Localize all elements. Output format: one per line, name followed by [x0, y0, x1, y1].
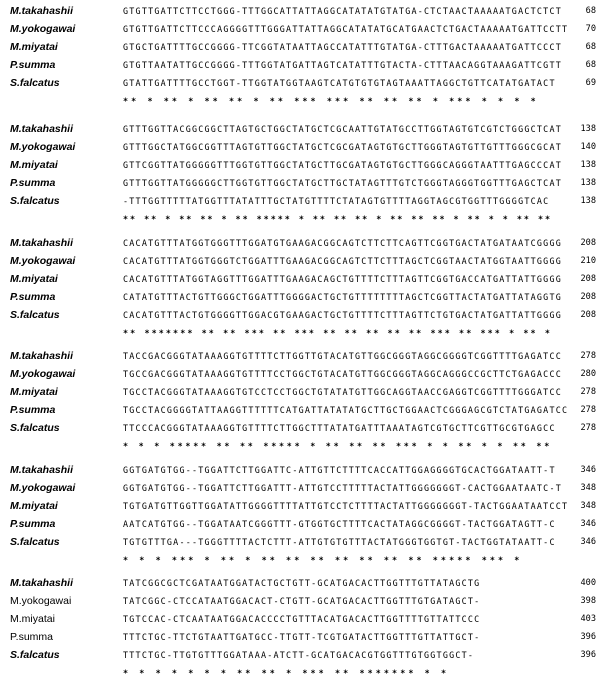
- sequence-text: GTATTGATTTTGCCTGGT-TTGGTATGGTAAGTCATGTGTGTAGTAAATTAGGCTGTTCATATGATACT: [123, 78, 556, 88]
- position-number: 208: [580, 310, 596, 320]
- species-name: P.summa: [10, 631, 53, 643]
- position-number: 68: [585, 42, 596, 52]
- consensus-stars: ** ******* ** ** *** ** *** ** ** ** ** ** *** ** *** * ** *: [123, 328, 553, 338]
- alignment-block: [0, 123, 604, 231]
- consensus-row: [0, 440, 604, 453]
- sequence-text: TTCCCACGGGTATAAAGGTGTTTTCTTGGCTTTATATGATTTAAATAGTCGTGCTTCGTTGCGTGAGCC: [123, 423, 556, 433]
- position-number: 346: [580, 465, 596, 475]
- position-number: 69: [585, 78, 596, 88]
- position-number: 68: [585, 6, 596, 16]
- sequence-text: TGTCCAC-CTCAATAATGGACACCCCTGTTTACATGACACTTGGTTTTGTTATTCCC: [123, 614, 481, 624]
- species-name: M.takahashii: [10, 350, 74, 362]
- species-name: P.summa: [10, 59, 56, 71]
- sequence-text: CATATGTTTACTGTTGGGCTGGATTTGGGGACTGCTGTTTTTTTTAGCTCGGTTACTATGATTATAGGTG: [123, 292, 562, 302]
- consensus-stars: ** * ** * ** ** * ** *** *** ** ** ** * *** * * * *: [123, 96, 539, 106]
- species-name: P.summa: [10, 518, 56, 530]
- sequence-text: GTTTGGCTATGGCGGTTTAGTGTTGGCTATGCTCGCGATAGTGTGCTTGGGTAGTGTTGTTTGGGCGCAT: [123, 142, 562, 152]
- position-number: 278: [580, 387, 596, 397]
- sequence-row: [0, 23, 604, 36]
- position-number: 278: [580, 351, 596, 361]
- sequence-text: TATCGGCGCTCGATAATGGATACTGCTGTT-GCATGACACTTGGTTTGTTATAGCTG: [123, 578, 481, 588]
- species-name: S.falcatus: [10, 309, 60, 321]
- position-number: 403: [580, 614, 596, 624]
- sequence-row: [0, 386, 604, 399]
- position-number: 346: [580, 519, 596, 529]
- sequence-text: TTTCTGC-TTCTGTAATTGATGCC-TTGTT-TCGTGATACTTGGTTTGTTATTGCT-: [123, 632, 481, 642]
- alignment-block: [0, 237, 604, 345]
- sequence-row: [0, 309, 604, 322]
- consensus-stars: * * * ***** ** ** ***** * ** ** ** *** * * ** * * ** **: [123, 441, 553, 451]
- sequence-row: [0, 631, 604, 644]
- species-name: P.summa: [10, 404, 56, 416]
- species-name: S.falcatus: [10, 195, 60, 207]
- species-name: M.miyatai: [10, 41, 58, 53]
- sequence-text: CACATGTTTACTGTGGGGTTGGACGTGAAGACTGCTGTTTTCTTTAGTTCTGTGACTATGATTATTGGGG: [123, 310, 562, 320]
- species-name: S.falcatus: [10, 649, 60, 661]
- sequence-row: [0, 195, 604, 208]
- position-number: 278: [580, 423, 596, 433]
- position-number: 348: [580, 483, 596, 493]
- sequence-row: [0, 255, 604, 268]
- sequence-row: [0, 273, 604, 286]
- position-number: 70: [585, 24, 596, 34]
- consensus-stars: * * * *** * ** * ** ** ** ** ** ** ** ***** *** *: [123, 555, 523, 565]
- species-name: M.yokogawai: [10, 255, 76, 267]
- consensus-row: [0, 95, 604, 108]
- sequence-text: GTTCGGTTATGGGGGTTTGGTGTTGGCTATGCTTGCGATAGTGTGCTTGGGCAGGGTAATTTGAGCCCAT: [123, 160, 562, 170]
- sequence-row: [0, 350, 604, 363]
- sequence-row: [0, 141, 604, 154]
- sequence-row: [0, 482, 604, 495]
- sequence-text: -TTTGGTTTTTATGGTTTATATTTGCTATGTTTTCTATAGTGTTTTAGGTAGCGTGGTTTGGGGTCAC: [123, 196, 550, 206]
- sequence-row: [0, 177, 604, 190]
- sequence-row: [0, 536, 604, 549]
- sequence-text: CACATGTTTATGGTGGGTTTGGATGTGAAGACGGCAGTCTTCTTCAGTTCGGTGACTATGATAATCGGGG: [123, 238, 562, 248]
- position-number: 208: [580, 292, 596, 302]
- position-number: 138: [580, 196, 596, 206]
- position-number: 278: [580, 405, 596, 415]
- consensus-stars: * * * * * * * ** ** * *** ** ******* * *: [123, 668, 450, 678]
- sequence-row: [0, 368, 604, 381]
- species-name: S.falcatus: [10, 77, 60, 89]
- position-number: 138: [580, 178, 596, 188]
- sequence-text: TTTCTGC-TTGTGTTTGGATAAA-ATCTT-GCATGACACGTGGTTTGTGGTGGCT-: [123, 650, 475, 660]
- species-name: P.summa: [10, 177, 56, 189]
- consensus-stars: ** ** * ** ** * ** ***** * ** ** ** * ** ** ** * ** * * ** **: [123, 214, 553, 224]
- species-name: M.miyatai: [10, 159, 58, 171]
- species-name: M.yokogawai: [10, 141, 76, 153]
- alignment-block: [0, 5, 604, 113]
- sequence-row: [0, 613, 604, 626]
- sequence-text: TATCGGC-CTCCATAATGGACACT-CTGTT-GCATGACACTTGGTTTGTGATAGCT-: [123, 596, 481, 606]
- position-number: 138: [580, 160, 596, 170]
- species-name: M.yokogawai: [10, 23, 76, 35]
- position-number: 400: [580, 578, 596, 588]
- sequence-row: [0, 500, 604, 513]
- sequence-row: [0, 577, 604, 590]
- sequence-text: AATCATGTGG--TGGATAATCGGGTTT-GTGGTGCTTTTCACTATAGGCGGGGT-TACTGGATAGTT-C: [123, 519, 556, 529]
- sequence-text: GTTTGGTTACGGCGGCTTAGTGCTGGCTATGCTCGCAATTGTATGCCTTGGTAGTGTCGTCTGGGCTCAT: [123, 124, 562, 134]
- sequence-text: GTGTTAATATTGCCGGGG-TTTGGTATGATTAGTCATATTTGTACTA-CTTTAACAGGTAAAGATTCGTT: [123, 60, 562, 70]
- position-number: 280: [580, 369, 596, 379]
- sequence-text: TGCCTACGGGGTATTAAGGTTTTTTCATGATTATATATGCTTGCTGGAACTCGGGAGCGTCTATGAGATCC: [123, 405, 569, 415]
- species-name: S.falcatus: [10, 422, 60, 434]
- position-number: 348: [580, 501, 596, 511]
- sequence-row: [0, 649, 604, 662]
- sequence-text: GGTGATGTGG--TGGATTCTTGGATTT-ATTGTCCTTTTTACTATTGGGGGGGT-CACTGGAATAATC-T: [123, 483, 562, 493]
- sequence-row: [0, 237, 604, 250]
- species-name: P.summa: [10, 291, 56, 303]
- species-name: M.takahashii: [10, 123, 74, 135]
- sequence-row: [0, 595, 604, 608]
- position-number: 398: [580, 596, 596, 606]
- sequence-row: [0, 41, 604, 54]
- species-name: M.takahashii: [10, 237, 74, 249]
- sequence-text: GGTGATGTGG--TGGATTCTTGGATTC-ATTGTTCTTTTCACCATTGGAGGGGTGCACTGGATAATT-T: [123, 465, 556, 475]
- consensus-row: [0, 554, 604, 567]
- sequence-text: TGCCTACGGGTATAAAGGTGTCCTCCTGGCTGTATATGTTGGCAGGTAACCGAGGTCGGTTTTGGGATCC: [123, 387, 562, 397]
- species-name: M.miyatai: [10, 273, 58, 285]
- species-name: M.miyatai: [10, 500, 58, 512]
- position-number: 210: [580, 256, 596, 266]
- sequence-row: [0, 5, 604, 18]
- sequence-row: [0, 464, 604, 477]
- alignment-block: [0, 577, 604, 685]
- sequence-row: [0, 77, 604, 90]
- consensus-row: [0, 213, 604, 226]
- sequence-text: CACATGTTTATGGTGGGTCTGGATTTGAAGACGGCAGTCTTCTTTAGCTCGGTAACTATGGTAATTGGGG: [123, 256, 562, 266]
- position-number: 396: [580, 650, 596, 660]
- species-name: M.takahashii: [10, 464, 74, 476]
- sequence-row: [0, 518, 604, 531]
- position-number: 346: [580, 537, 596, 547]
- sequence-row: [0, 291, 604, 304]
- sequence-text: TGTGTTTGA---TGGGTTTTACTCTTT-ATTGTGTGTTTACTATGGGTGGTGT-TACTGGTATAATT-C: [123, 537, 556, 547]
- species-name: M.takahashii: [10, 577, 74, 589]
- species-name: M.miyatai: [10, 386, 58, 398]
- species-name: M.takahashii: [10, 5, 74, 17]
- sequence-text: TGTGATGTTGGTTGGATATTGGGGTTTTATTGTCCTCTTTTACTATTGGGGGGGT-TACTGGAATAATCCT: [123, 501, 569, 511]
- sequence-row: [0, 422, 604, 435]
- sequence-text: GTGCTGATTTTGCCGGGG-TTCGGTATAATTAGCCATATTTGTATGA-CTTTGACTAAAAATGATTCCCT: [123, 42, 562, 52]
- sequence-text: GTGTTGATTCTTCCCAGGGGTTTGGGATTATTAGGCATATATGCATGAACTCTGACTAAAAATGATTCCTT: [123, 24, 569, 34]
- consensus-row: [0, 667, 604, 680]
- alignment-block: [0, 350, 604, 458]
- position-number: 208: [580, 238, 596, 248]
- sequence-text: GTTTGGTTATGGGGGCTTGGTGTTGGCTATGCTTGCTATAGTTTGTCTGGGTAGGGTGGTTTGAGCTCAT: [123, 178, 562, 188]
- sequence-row: [0, 59, 604, 72]
- species-name: M.yokogawai: [10, 368, 76, 380]
- species-name: M.yokogawai: [10, 482, 76, 494]
- species-name: M.yokogawai: [10, 595, 72, 607]
- consensus-row: [0, 327, 604, 340]
- position-number: 68: [585, 60, 596, 70]
- sequence-text: CACATGTTTATGGTAGGTTTGGATTTGAAGACAGCTGTTTTCTTTAGTTCGGTGACCATGATTATTGGGG: [123, 274, 562, 284]
- position-number: 140: [580, 142, 596, 152]
- sequence-text: TGCCGACGGGTATAAAGGTGTTTTCCTGGCTGTACATGTTGGCGGGTAGGCAGGGCCGCTTCTGAGACCC: [123, 369, 562, 379]
- sequence-row: [0, 123, 604, 136]
- position-number: 208: [580, 274, 596, 284]
- sequence-row: [0, 404, 604, 417]
- sequence-row: [0, 159, 604, 172]
- species-name: S.falcatus: [10, 536, 60, 548]
- sequence-text: GTGTTGATTCTTCCTGGG-TTTGGCATTATTAGGCATATATGTATGA-CTCTAACTAAAAATGACTCTCT: [123, 6, 562, 16]
- sequence-text: TACCGACGGGTATAAAGGTGTTTTCTTGGTTGTACATGTTGGCGGGTAGGCGGGGTCGGTTTTGAGATCC: [123, 351, 562, 361]
- position-number: 138: [580, 124, 596, 134]
- species-name: M.miyatai: [10, 613, 55, 625]
- position-number: 396: [580, 632, 596, 642]
- alignment-block: [0, 464, 604, 572]
